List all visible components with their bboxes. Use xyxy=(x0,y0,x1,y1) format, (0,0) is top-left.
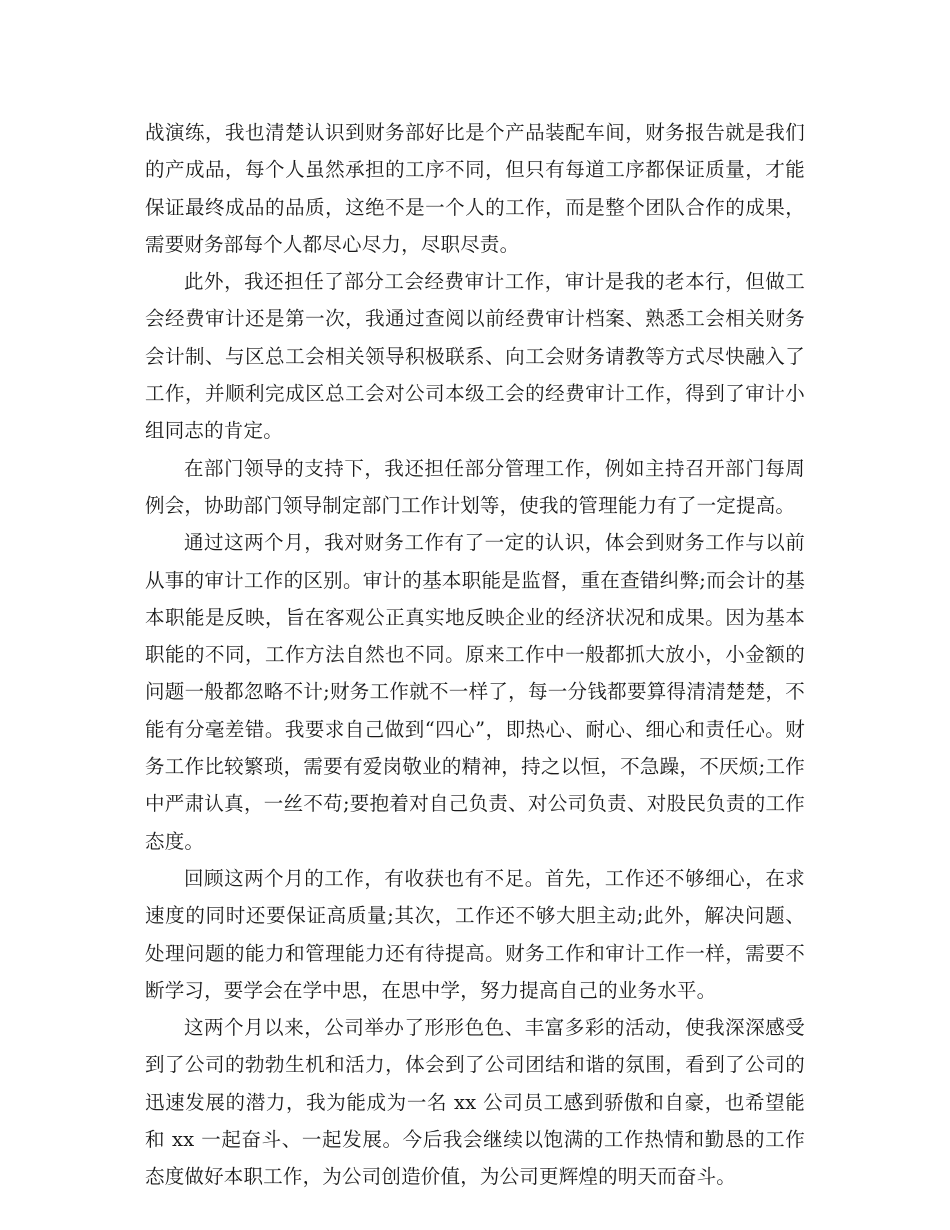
paragraph-outlook: 这两个月以来，公司举办了形形色色、丰富多彩的活动，使我深深感受到了公司的勃勃生机和活力，体会到了公司团结和谐的氛围，看到了公司的迅速发展的潜力，我为能成为一名 xx 公司员工感到骄傲和自豪，也希望能和 xx 一起奋斗、一起发展。今后我会继续以饱满的工作热情和勤恳的工作态度做好本职工作，为公司创造价值，为公司更辉煌的明天而奋斗。 xyxy=(145,1016,805,1189)
paragraph-management: 在部门领导的支持下，我还担任部分管理工作，例如主持召开部门每周例会，协助部门领导制定部门工作计划等，使我的管理能力有了一定提高。 xyxy=(145,456,805,517)
paragraph-continuation: 战演练，我也清楚认识到财务部好比是个产品装配车间，财务报告就是我们的产成品，每个人虽然承担的工序不同，但只有每道工序都保证质量，才能保证最终成品的品质，这绝不是一个人的工作，而是整个团队合作的成果，需要财务部每个人都尽心尽力，尽职尽责。 xyxy=(145,121,805,256)
paragraph-understanding: 通过这两个月，我对财务工作有了一定的认识，体会到财务工作与以前从事的审计工作的区别。审计的基本职能是监督，重在查错纠弊;而会计的基本职能是反映，旨在客观公正真实地反映企业的经济状况和成果。因为基本职能的不同，工作方法自然也不同。原来工作中一般都抓大放小，小金额的问题一般都忽略不计;财务工作就不一样了，每一分钱都要算得清清楚楚，不能有分毫差错。我要求自己做到“四心”，即热心、耐心、细心和责任心。财务工作比较繁琐，需要有爱岗敬业的精神，持之以恒，不急躁，不厌烦;工作中严肃认真，一丝不苟;要抱着对自己负责、对公司负责、对股民负责的工作态度。 xyxy=(145,531,805,853)
paragraph-review: 回顾这两个月的工作，有收获也有不足。首先，工作还不够细心，在求速度的同时还要保证高质量;其次，工作还不够大胆主动;此外，解决问题、处理问题的能力和管理能力还有待提高。财务工作和审计工作一样，需要不断学习，要学会在学中思，在思中学，努力提高自己的业务水平。 xyxy=(145,866,805,1002)
document-body xyxy=(145,114,805,1196)
paragraph-union-audit: 此外，我还担任了部分工会经费审计工作，审计是我的老本行，但做工会经费审计还是第一次，我通过查阅以前经费审计档案、熟悉工会相关财务会计制、与区总工会相关领导积极联系、向工会财务请教等方式尽快融入了工作，并顺利完成区总工会对公司本级工会的经费审计工作，得到了审计小组同志的肯定。 xyxy=(145,270,805,443)
